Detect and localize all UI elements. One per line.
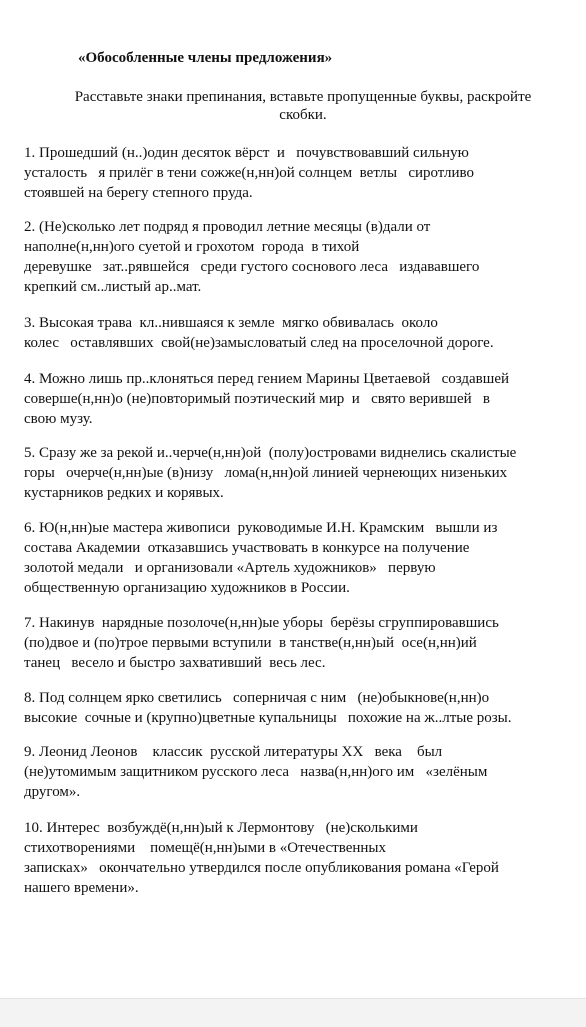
exercise-line: танец весело и быстро захвативший весь лес. [24, 655, 326, 671]
exercise-line: соверше(н,нн)о (не)повторимый поэтический мир и свято верившей в [24, 391, 490, 407]
exercise-line: деревушке зат..рявшейся среди густого соснового леса издававшего [24, 259, 480, 275]
exercise-line: нашего времени». [24, 880, 139, 896]
exercise-line: 9. Леонид Леонов классик русской литературы XX века был [24, 744, 443, 760]
exercise-line: крепкий см..листый ар..мат. [24, 279, 202, 295]
instruction-text [28, 88, 578, 124]
exercise-line: высокие сочные и (крупно)цветные купальницы похожие на ж..лтые розы. [24, 710, 512, 726]
exercise-line: (по)двое и (по)трое первыми вступили в танстве(н,нн)ый осе(н,нн)ий [24, 635, 477, 651]
document-title: «Обособленные члены предложения» [78, 50, 333, 66]
exercise-line: общественную организацию художников в России. [24, 580, 350, 596]
exercise-item-10 [24, 818, 584, 898]
exercise-line: наполне(н,нн)ого суетой и грохотом города в тихой [24, 239, 360, 255]
exercise-item-8 [24, 688, 584, 728]
exercise-line: кустарников редких и корявых. [24, 485, 224, 501]
instruction-line: Расставьте знаки препинания, вставьте пропущенные буквы, раскройте [74, 89, 532, 105]
exercise-line: горы очерче(н,нн)ые (в)низу лома(н,нн)ой линией чернеющих низеньких [24, 465, 508, 481]
instruction-line: скобки. [279, 107, 327, 123]
exercise-line: колес оставлявших свой(не)замысловатый след на проселочной дороге. [24, 335, 494, 351]
exercise-line: стихотворениями помещё(н,нн)ыми в «Отечественных [24, 840, 386, 856]
exercise-item-5 [24, 443, 584, 503]
exercise-line: 1. Прошедший (н..)один десяток вёрст и почувствовавший сильную [24, 145, 469, 161]
exercise-line: записках» окончательно утвердился после опубликования романа «Герой [24, 860, 499, 876]
viewer-bottom-bar [0, 998, 586, 1027]
exercise-item-9 [24, 742, 584, 802]
exercise-line: 3. Высокая трава кл..нившаяся к земле мягко обвивалась около [24, 315, 438, 331]
exercise-item-4 [24, 369, 584, 429]
exercise-line: 8. Под солнцем ярко светились соперничая с ним (не)обыкнове(н,нн)о [24, 690, 490, 706]
exercise-line: другом». [24, 784, 81, 800]
exercise-line: свою музу. [24, 411, 93, 427]
exercise-line: 4. Можно лишь пр..клоняться перед гением Марины Цветаевой создавшей [24, 371, 510, 387]
exercise-item-6 [24, 518, 584, 598]
exercise-line: стоявшей на берегу степного пруда. [24, 185, 253, 201]
exercise-line: 6. Ю(н,нн)ые мастера живописи руководимые И.Н. Крамским вышли из [24, 520, 498, 536]
exercise-item-3 [24, 313, 584, 353]
exercise-line: 5. Сразу же за рекой и..черче(н,нн)ой (полу)островами виднелись скалистые [24, 445, 517, 461]
exercise-line: усталость я прилёг в тени сожже(н,нн)ой солнцем ветлы сиротливо [24, 165, 474, 181]
exercise-line: золотой медали и организовали «Артель художников» первую [24, 560, 436, 576]
exercise-line: (не)утомимым защитником русского леса назва(н,нн)ого им «зелёным [24, 764, 488, 780]
exercise-item-7 [24, 613, 584, 673]
exercise-line: 10. Интерес возбуждё(н,нн)ый к Лермонтову (не)сколькими [24, 820, 418, 836]
exercise-line: 7. Накинув нарядные позолоче(н,нн)ые уборы берёзы сгруппировавшись [24, 615, 499, 631]
exercise-item-2 [24, 217, 584, 297]
exercise-line: 2. (Не)сколько лет подряд я проводил летние месяцы (в)дали от [24, 219, 431, 235]
exercise-item-1 [24, 143, 584, 203]
exercise-line: состава Академии отказавшись участвовать в конкурсе на получение [24, 540, 470, 556]
